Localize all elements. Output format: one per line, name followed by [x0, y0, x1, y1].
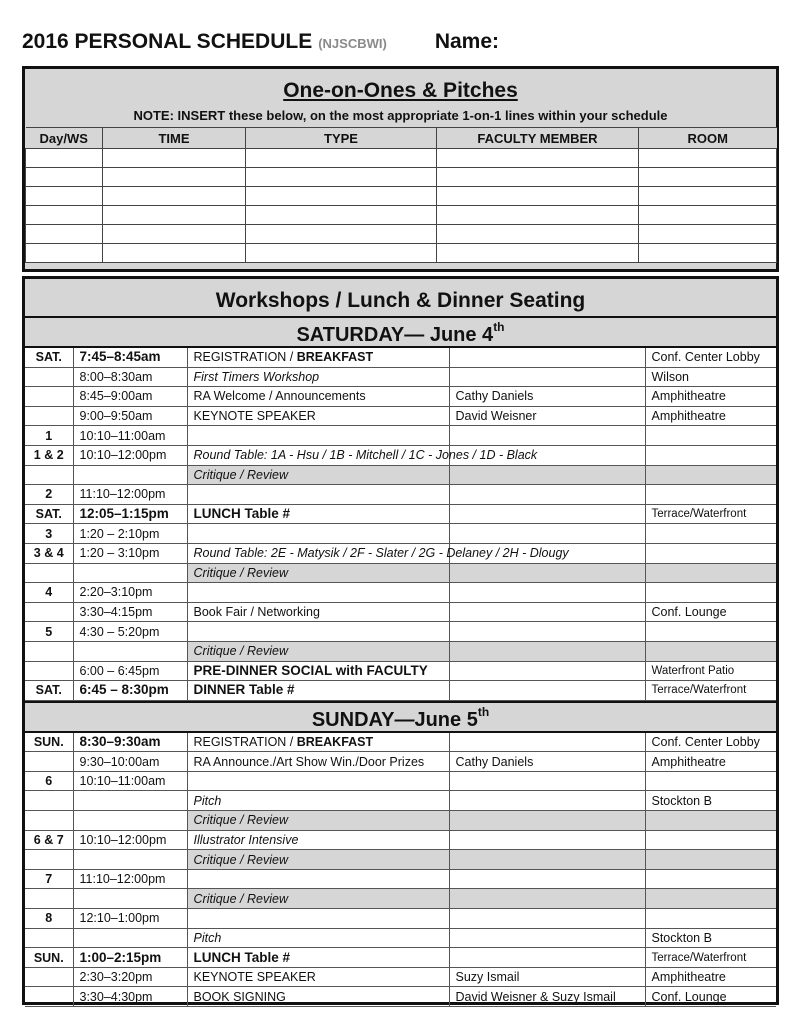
schedule-faculty-cell [449, 524, 645, 544]
schedule-day-cell: 3 [25, 524, 73, 544]
write-in-cell[interactable] [246, 206, 437, 225]
schedule-room-cell: Conf. Center Lobby [645, 733, 776, 752]
schedule-event-cell: REGISTRATION / BREAKFAST [187, 733, 449, 752]
schedule-faculty-cell [449, 771, 645, 791]
write-in-cell[interactable] [437, 149, 639, 168]
schedule-event-cell [187, 524, 449, 544]
write-in-cell[interactable] [26, 149, 103, 168]
schedule-row [25, 465, 776, 485]
name-label: Name: [434, 30, 500, 53]
schedule-event-cell [187, 485, 449, 505]
schedule-row [25, 485, 776, 505]
write-in-cell[interactable] [246, 187, 437, 206]
schedule-day-cell: SAT. [25, 348, 73, 367]
schedule-faculty-cell [449, 830, 645, 850]
schedule-row [25, 602, 776, 622]
schedule-day-cell [25, 465, 73, 485]
schedule-faculty-cell [449, 641, 645, 661]
write-in-cell[interactable] [639, 225, 777, 244]
write-in-cell[interactable] [26, 187, 103, 206]
schedule-day-cell [25, 791, 73, 811]
schedule-room-cell [645, 909, 776, 929]
schedule-time-cell [73, 928, 187, 948]
schedule-time-cell: 1:20 – 3:10pm [73, 543, 187, 563]
schedule-event-cell: RA Welcome / Announcements [187, 387, 449, 407]
one-on-one-row [26, 187, 777, 206]
schedule-event-cell: Illustrator Intensive [187, 830, 449, 850]
schedule-room-cell [645, 889, 776, 909]
schedule-day-cell: 7 [25, 869, 73, 889]
schedule-room-cell: Conf. Center Lobby [645, 348, 776, 367]
schedule-row [25, 752, 776, 772]
schedule-time-cell: 2:20–3:10pm [73, 583, 187, 603]
schedule-row [25, 622, 776, 642]
schedule-day-cell [25, 752, 73, 772]
schedule-event-cell: BOOK SIGNING [187, 987, 449, 1007]
schedule-room-cell [645, 563, 776, 583]
schedule-faculty-cell [449, 426, 645, 446]
schedule-time-cell: 11:10–12:00pm [73, 869, 187, 889]
schedule-day-cell: 3 & 4 [25, 543, 73, 563]
schedule-faculty-cell [449, 465, 645, 485]
schedule-time-cell: 6:00 – 6:45pm [73, 661, 187, 681]
schedule-time-cell: 8:00–8:30am [73, 367, 187, 387]
page-title: 2016 PERSONAL SCHEDULE [22, 30, 313, 53]
schedule-time-cell: 9:30–10:00am [73, 752, 187, 772]
col-faculty-member: FACULTY MEMBER [437, 128, 639, 149]
write-in-cell[interactable] [103, 168, 246, 187]
write-in-cell[interactable] [103, 225, 246, 244]
write-in-cell[interactable] [437, 244, 639, 263]
schedule-time-cell: 8:45–9:00am [73, 387, 187, 407]
schedule-room-cell [645, 485, 776, 505]
schedule-row [25, 869, 776, 889]
schedule-row [25, 406, 776, 426]
schedule-time-cell: 10:10–12:00pm [73, 445, 187, 465]
one-on-ones-title: One-on-Ones & Pitches [283, 79, 518, 102]
schedule-row [25, 733, 776, 752]
schedule-faculty-cell [449, 367, 645, 387]
schedule-event-cell: Pitch [187, 928, 449, 948]
one-on-ones-section [22, 66, 779, 272]
schedule-event-cell: Critique / Review [187, 850, 449, 870]
schedule-time-cell: 9:00–9:50am [73, 406, 187, 426]
schedule-row [25, 367, 776, 387]
schedule-time-cell: 6:45 – 8:30pm [73, 681, 187, 701]
schedule-event-cell [187, 622, 449, 642]
schedule-event-cell: KEYNOTE SPEAKER [187, 967, 449, 987]
write-in-cell[interactable] [103, 206, 246, 225]
schedule-faculty-cell [449, 850, 645, 870]
schedule-room-cell [645, 771, 776, 791]
saturday-table [25, 348, 776, 701]
schedule-event-cell: Critique / Review [187, 889, 449, 909]
schedule-day-cell [25, 563, 73, 583]
schedule-event-cell: DINNER Table # [187, 681, 449, 701]
schedule-event-cell [187, 771, 449, 791]
page-header [22, 30, 499, 58]
schedule-day-cell: 5 [25, 622, 73, 642]
schedule-row [25, 661, 776, 681]
schedule-room-cell [645, 543, 776, 563]
schedule-room-cell: Stockton B [645, 928, 776, 948]
schedule-time-cell: 11:10–12:00pm [73, 485, 187, 505]
write-in-cell[interactable] [103, 149, 246, 168]
schedule-time-cell [73, 850, 187, 870]
schedule-room-cell: Terrace/Waterfront [645, 681, 776, 701]
schedule-room-cell [645, 811, 776, 831]
schedule-faculty-cell [449, 563, 645, 583]
schedule-day-cell [25, 367, 73, 387]
schedule-room-cell [645, 426, 776, 446]
schedule-room-cell: Amphitheatre [645, 406, 776, 426]
write-in-cell[interactable] [246, 149, 437, 168]
saturday-heading: SATURDAY— June 4th [25, 318, 776, 348]
schedule-row [25, 543, 776, 563]
write-in-cell[interactable] [639, 244, 777, 263]
write-in-cell[interactable] [437, 225, 639, 244]
schedule-row [25, 889, 776, 909]
schedule-event-cell: RA Announce./Art Show Win./Door Prizes [187, 752, 449, 772]
col-day-ws: Day/WS [26, 128, 103, 149]
schedule-row [25, 811, 776, 831]
schedule-day-cell [25, 387, 73, 407]
schedule-room-cell: Amphitheatre [645, 752, 776, 772]
schedule-event-cell [187, 426, 449, 446]
schedule-faculty-cell [449, 602, 645, 622]
schedule-row [25, 967, 776, 987]
schedule-faculty-cell [449, 791, 645, 811]
schedule-event-cell: LUNCH Table # [187, 948, 449, 968]
one-on-one-row [26, 206, 777, 225]
one-on-one-row [26, 244, 777, 263]
write-in-cell[interactable] [103, 187, 246, 206]
write-in-cell[interactable] [26, 206, 103, 225]
schedule-time-cell: 1:00–2:15pm [73, 948, 187, 968]
schedule-time-cell [73, 563, 187, 583]
schedule-room-cell: Waterfront Patio [645, 661, 776, 681]
schedule-time-cell: 2:30–3:20pm [73, 967, 187, 987]
schedule-room-cell [645, 465, 776, 485]
schedule-day-cell: 1 & 2 [25, 445, 73, 465]
schedule-faculty-cell [449, 681, 645, 701]
col-room: ROOM [639, 128, 777, 149]
schedule-room-cell [645, 622, 776, 642]
schedule-row [25, 771, 776, 791]
schedule-row [25, 641, 776, 661]
schedule-faculty-cell: Cathy Daniels [449, 387, 645, 407]
schedule-event-cell: PRE-DINNER SOCIAL with FACULTY [187, 661, 449, 681]
write-in-cell[interactable] [246, 244, 437, 263]
schedule-row [25, 583, 776, 603]
schedule-day-cell: 4 [25, 583, 73, 603]
write-in-cell[interactable] [26, 244, 103, 263]
schedule-faculty-cell [449, 583, 645, 603]
write-in-cell[interactable] [639, 149, 777, 168]
schedule-room-cell: Stockton B [645, 791, 776, 811]
schedule-day-cell: 6 & 7 [25, 830, 73, 850]
schedule-room-cell [645, 830, 776, 850]
schedule-time-cell: 8:30–9:30am [73, 733, 187, 752]
write-in-cell[interactable] [639, 168, 777, 187]
schedule-faculty-cell [449, 661, 645, 681]
one-on-ones-note: NOTE: INSERT these below, on the most appropriate 1-on-1 lines within your schedule [133, 108, 668, 123]
schedule-row [25, 426, 776, 446]
schedule-day-cell [25, 661, 73, 681]
schedule-event-cell: Round Table: 2E - Matysik / 2F - Slater / 2G - Delaney / 2H - Dlougy [187, 543, 449, 563]
schedule-time-cell: 4:30 – 5:20pm [73, 622, 187, 642]
schedule-faculty-cell [449, 948, 645, 968]
schedule-row [25, 909, 776, 929]
schedule-event-cell: KEYNOTE SPEAKER [187, 406, 449, 426]
one-on-one-row [26, 225, 777, 244]
schedule-day-cell: 6 [25, 771, 73, 791]
schedule-day-cell: 8 [25, 909, 73, 929]
schedule-time-cell [73, 791, 187, 811]
schedule-time-cell: 3:30–4:30pm [73, 987, 187, 1007]
schedule-event-cell: Book Fair / Networking [187, 602, 449, 622]
schedule-day-cell [25, 987, 73, 1007]
schedule-time-cell: 7:45–8:45am [73, 348, 187, 367]
write-in-cell[interactable] [639, 206, 777, 225]
schedule-row [25, 504, 776, 524]
schedule-room-cell: Amphitheatre [645, 967, 776, 987]
schedule-row [25, 948, 776, 968]
schedule-faculty-cell [449, 348, 645, 367]
schedule-room-cell: Terrace/Waterfront [645, 948, 776, 968]
schedule-day-cell [25, 811, 73, 831]
sunday-heading: SUNDAY—June 5th [25, 701, 776, 733]
schedule-faculty-cell: David Weisner & Suzy Ismail [449, 987, 645, 1007]
schedule-event-cell [187, 909, 449, 929]
schedule-row [25, 791, 776, 811]
schedule-day-cell [25, 889, 73, 909]
schedule-row [25, 850, 776, 870]
schedule-time-cell: 12:05–1:15pm [73, 504, 187, 524]
schedule-event-cell: REGISTRATION / BREAKFAST [187, 348, 449, 367]
schedule-time-cell: 3:30–4:15pm [73, 602, 187, 622]
schedule-event-cell: First Timers Workshop [187, 367, 449, 387]
schedule-room-cell [645, 445, 776, 465]
schedule-room-cell: Amphitheatre [645, 387, 776, 407]
write-in-cell[interactable] [26, 168, 103, 187]
schedule-room-cell [645, 524, 776, 544]
schedule-time-cell [73, 641, 187, 661]
schedule-event-cell: Critique / Review [187, 465, 449, 485]
schedule-row [25, 524, 776, 544]
schedule-day-cell [25, 602, 73, 622]
schedule-time-cell: 1:20 – 2:10pm [73, 524, 187, 544]
write-in-cell[interactable] [103, 244, 246, 263]
schedule-day-cell: 2 [25, 485, 73, 505]
schedule-event-cell: Round Table: 1A - Hsu / 1B - Mitchell / 1C - Jones / 1D - Black [187, 445, 449, 465]
schedule-faculty-cell: Suzy Ismail [449, 967, 645, 987]
schedule-row [25, 445, 776, 465]
schedule-day-cell [25, 967, 73, 987]
schedule-day-cell [25, 928, 73, 948]
schedule-faculty-cell [449, 485, 645, 505]
schedule-room-cell: Wilson [645, 367, 776, 387]
schedule-event-cell [187, 869, 449, 889]
schedule-time-cell [73, 465, 187, 485]
schedule-room-cell: Conf. Lounge [645, 987, 776, 1007]
page-subtitle: (NJSCBWI) [318, 36, 387, 51]
schedule-room-cell: Conf. Lounge [645, 602, 776, 622]
schedule-event-cell: LUNCH Table # [187, 504, 449, 524]
schedule-row [25, 387, 776, 407]
sunday-table [25, 733, 776, 1007]
schedule-time-cell: 12:10–1:00pm [73, 909, 187, 929]
workshops-title: Workshops / Lunch & Dinner Seating [25, 279, 776, 318]
write-in-cell[interactable] [246, 168, 437, 187]
schedule-time-cell [73, 889, 187, 909]
write-in-cell[interactable] [437, 206, 639, 225]
schedule-faculty-cell: Cathy Daniels [449, 752, 645, 772]
schedule-time-cell: 10:10–11:00am [73, 771, 187, 791]
schedule-time-cell [73, 811, 187, 831]
schedule-faculty-cell [449, 504, 645, 524]
schedule-faculty-cell [449, 733, 645, 752]
schedule-row [25, 348, 776, 367]
write-in-cell[interactable] [437, 168, 639, 187]
schedule-row [25, 987, 776, 1007]
schedule-day-cell [25, 406, 73, 426]
schedule-day-cell: SAT. [25, 681, 73, 701]
schedule-faculty-cell [449, 622, 645, 642]
schedule-day-cell: SUN. [25, 948, 73, 968]
schedule-faculty-cell [449, 869, 645, 889]
schedule-event-cell: Pitch [187, 791, 449, 811]
schedule-event-cell: Critique / Review [187, 563, 449, 583]
col-type: TYPE [246, 128, 437, 149]
schedule-faculty-cell [449, 909, 645, 929]
schedule-room-cell [645, 583, 776, 603]
schedule-faculty-cell [449, 928, 645, 948]
one-on-one-row [26, 168, 777, 187]
write-in-cell[interactable] [639, 187, 777, 206]
one-on-ones-table [25, 127, 777, 263]
schedule-faculty-cell [449, 889, 645, 909]
one-on-one-row [26, 149, 777, 168]
schedule-row [25, 830, 776, 850]
write-in-cell[interactable] [26, 225, 103, 244]
schedule-day-cell [25, 641, 73, 661]
write-in-cell[interactable] [437, 187, 639, 206]
schedule-event-cell: Critique / Review [187, 811, 449, 831]
schedule-row [25, 681, 776, 701]
write-in-cell[interactable] [246, 225, 437, 244]
schedule-day-cell [25, 850, 73, 870]
schedule-room-cell [645, 850, 776, 870]
col-time: TIME [103, 128, 246, 149]
schedule-room-cell [645, 641, 776, 661]
schedule-room-cell [645, 869, 776, 889]
schedule-day-cell: 1 [25, 426, 73, 446]
schedule-row [25, 928, 776, 948]
schedule-room-cell: Terrace/Waterfront [645, 504, 776, 524]
schedule-time-cell: 10:10–11:00am [73, 426, 187, 446]
schedule-faculty-cell: David Weisner [449, 406, 645, 426]
schedule-row [25, 563, 776, 583]
schedule-day-cell: SAT. [25, 504, 73, 524]
schedule-event-cell [187, 583, 449, 603]
schedule-faculty-cell [449, 811, 645, 831]
schedule-day-cell: SUN. [25, 733, 73, 752]
schedule-event-cell: Critique / Review [187, 641, 449, 661]
schedule-time-cell: 10:10–12:00pm [73, 830, 187, 850]
workshops-section [22, 276, 779, 1005]
